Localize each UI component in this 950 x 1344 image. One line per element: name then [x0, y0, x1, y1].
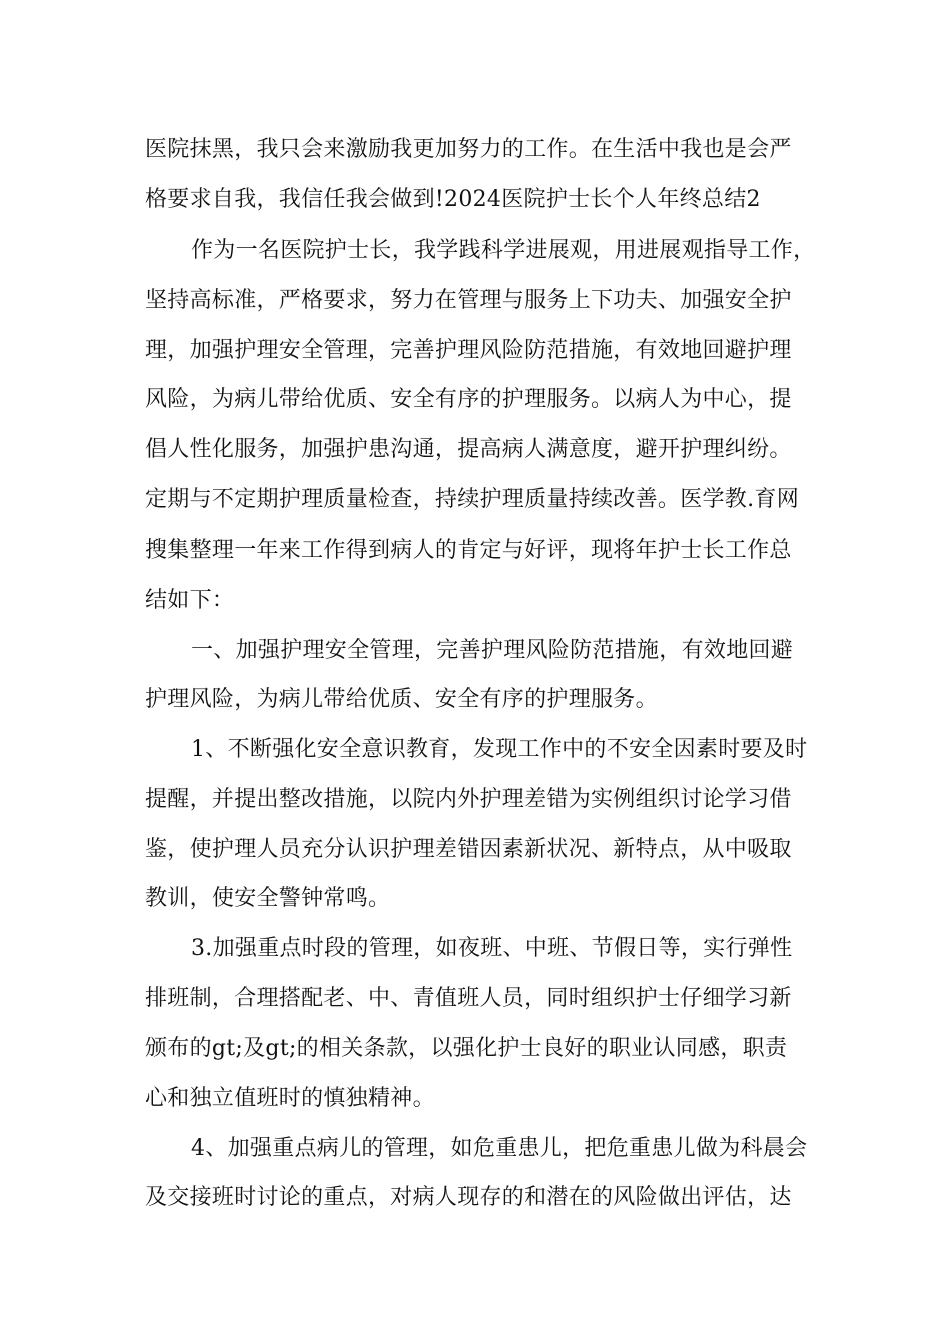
- text-line-16: 教训，使安全警钟常鸣。: [145, 886, 391, 911]
- text-line-19: 颁布的gt;及gt;的相关条款，以强化护士良好的职业认同感，职责: [145, 1036, 788, 1061]
- text-line-9: 搜集整理一年来工作得到病人的肯定与好评，现将年护士长工作总: [145, 538, 792, 563]
- text-line-13: 1、不断强化安全意识教育，发现工作中的不安全因素时要及时: [191, 737, 808, 762]
- text-line-8: 定期与不定期护理质量检查，持续护理质量持续改善。医学教.育网: [145, 487, 799, 512]
- text-line-14: 提醒，并提出整改措施，以院内外护理差错为实例组织讨论学习借: [145, 787, 792, 812]
- text-line-22: 及交接班时讨论的重点，对病人现存的和潜在的风险做出评估，达: [145, 1185, 792, 1210]
- text-line-2: 格要求自我，我信任我会做到!2024医院护士长个人年终总结2: [145, 187, 761, 212]
- text-line-11: 一、加强护理安全管理，完善护理风险防范措施，有效地回避: [191, 638, 794, 663]
- text-line-6: 风险，为病儿带给优质、安全有序的护理服务。以病人为中心，提: [145, 387, 792, 412]
- text-line-18: 排班制，合理搭配老、中、青值班人员，同时组织护士仔细学习新: [145, 986, 792, 1011]
- text-line-5: 理，加强护理安全管理，完善护理风险防范措施，有效地回避护理: [145, 338, 792, 363]
- text-line-20: 心和独立值班时的慎独精神。: [145, 1086, 435, 1111]
- text-line-3: 作为一名医院护士长，我学践科学进展观，用进展观指导工作，: [191, 238, 816, 263]
- text-line-12: 护理风险，为病儿带给优质、安全有序的护理服务。: [145, 687, 658, 712]
- text-line-1: 医院抹黑，我只会来激励我更加努力的工作。在生活中我也是会严: [145, 137, 792, 162]
- text-line-21: 4、加强重点病儿的管理，如危重患儿，把危重患儿做为科晨会: [191, 1136, 808, 1161]
- text-line-15: 鉴，使护理人员充分认识护理差错因素新状况、新特点，从中吸取: [145, 837, 792, 862]
- text-line-4: 坚持高标准，严格要求，努力在管理与服务上下功夫、加强安全护: [145, 288, 792, 313]
- text-line-17: 3.加强重点时段的管理，如夜班、中班、节假日等，实行弹性: [191, 936, 793, 961]
- text-line-7: 倡人性化服务，加强护患沟通，提高病人满意度，避开护理纠纷。: [145, 437, 792, 462]
- text-line-10: 结如下：: [145, 588, 235, 613]
